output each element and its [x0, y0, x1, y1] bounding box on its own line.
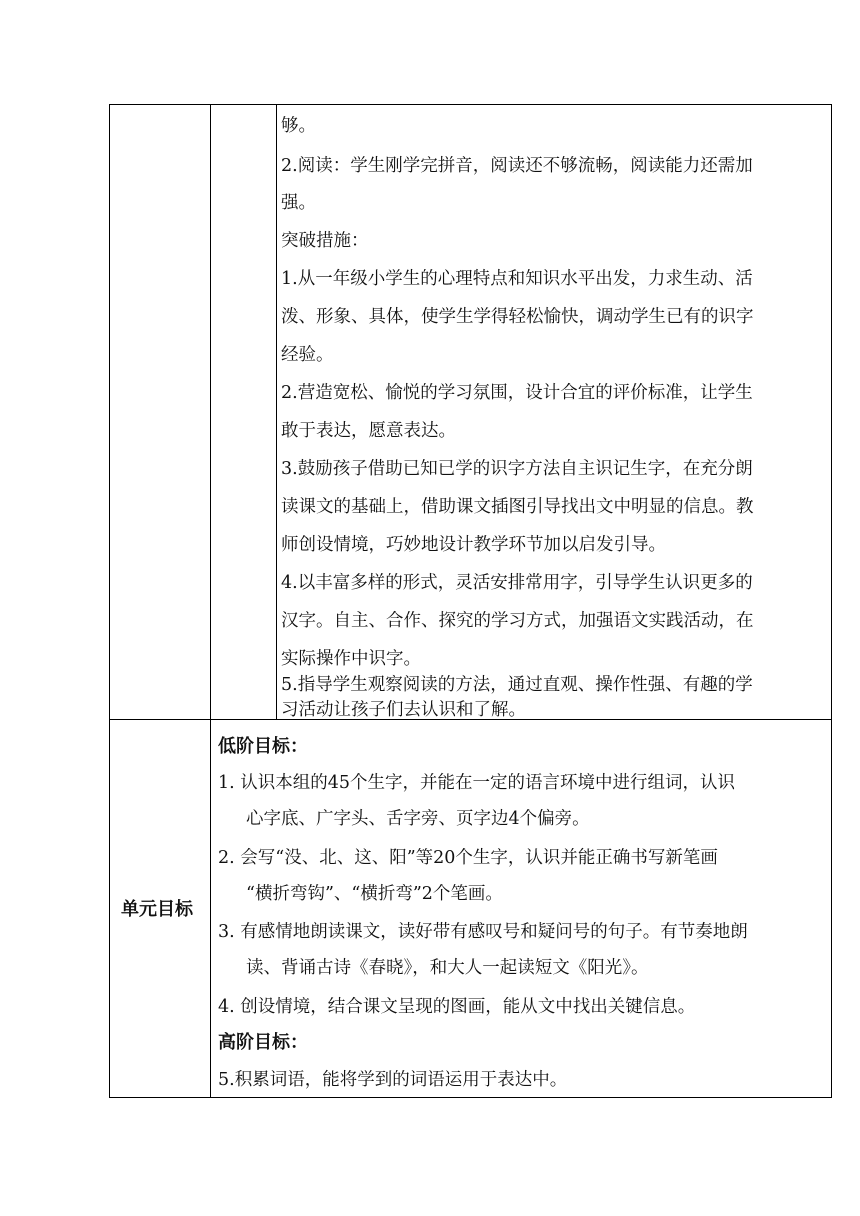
text-line: 经验。 [281, 345, 334, 365]
text-line: 2.营造宽松、愉悦的学习氛围，设计合宜的评价标准，让学生 [281, 383, 753, 403]
text-line: 1.从一年级小学生的心理特点和知识水平出发，力求生动、活 [281, 269, 753, 289]
text-line: 2.阅读：学生刚学完拼音，阅读还不够流畅，阅读能力还需加 [281, 156, 753, 176]
text-line: 汉字。自主、合作、探究的学习方式，加强语文实践活动，在 [281, 611, 754, 631]
goal-line: “横折弯钩”、“横折弯”2个笔画。 [246, 884, 503, 904]
goal-line: 2. 会写“没、北、这、阳”等20个生字，认识并能正确书写新笔画 [218, 848, 718, 868]
text-line: 泼、形象、具体，使学生学得轻松愉快，调动学生已有的识字 [281, 307, 754, 327]
unit-goals-label: 单元目标 [121, 899, 193, 920]
text-line: 突破措施： [281, 231, 369, 251]
goal-line: 5.积累词语，能将学到的词语运用于表达中。 [218, 1070, 568, 1090]
goal-line: 1. 认识本组的45个生字，并能在一定的语言环境中进行组词，认识 [218, 773, 736, 793]
text-line: 实际操作中识字。 [281, 649, 421, 669]
text-line: 5.指导学生观察阅读的方法，通过直观、操作性强、有趣的学 [281, 675, 753, 695]
high-order-goals-heading: 高阶目标： [218, 1032, 308, 1053]
text-line: 强。 [281, 193, 316, 213]
text-line: 师创设情境，巧妙地设计教学环节加以启发引导。 [281, 535, 666, 555]
goal-line: 4. 创设情境，结合课文呈现的图画，能从文中找出关键信息。 [218, 997, 696, 1017]
goal-line: 心字底、广字头、舌字旁、页字边4个偏旁。 [246, 809, 590, 829]
column-divider-2 [276, 104, 277, 719]
goal-line: 读、背诵古诗《春晓》，和大人一起读短文《阳光》。 [246, 958, 649, 978]
text-line: 读课文的基础上，借助课文插图引导找出文中明显的信息。教 [281, 497, 754, 517]
text-line: 敢于表达，愿意表达。 [281, 421, 456, 441]
column-divider-1 [210, 104, 211, 1098]
text-line: 够。 [281, 116, 316, 136]
low-order-goals-heading: 低阶目标： [218, 736, 308, 757]
table-frame [109, 104, 832, 1098]
text-line: 习活动让孩子们去认识和了解。 [281, 700, 526, 720]
text-line: 3.鼓励孩子借助已知已学的识字方法自主识记生字，在充分朗 [281, 459, 753, 479]
text-line: 4.以丰富多样的形式，灵活安排常用字，引导学生认识更多的 [281, 573, 753, 593]
goal-line: 3. 有感情地朗读课文，读好带有感叹号和疑问号的句子。有节奏地朗 [218, 922, 748, 942]
